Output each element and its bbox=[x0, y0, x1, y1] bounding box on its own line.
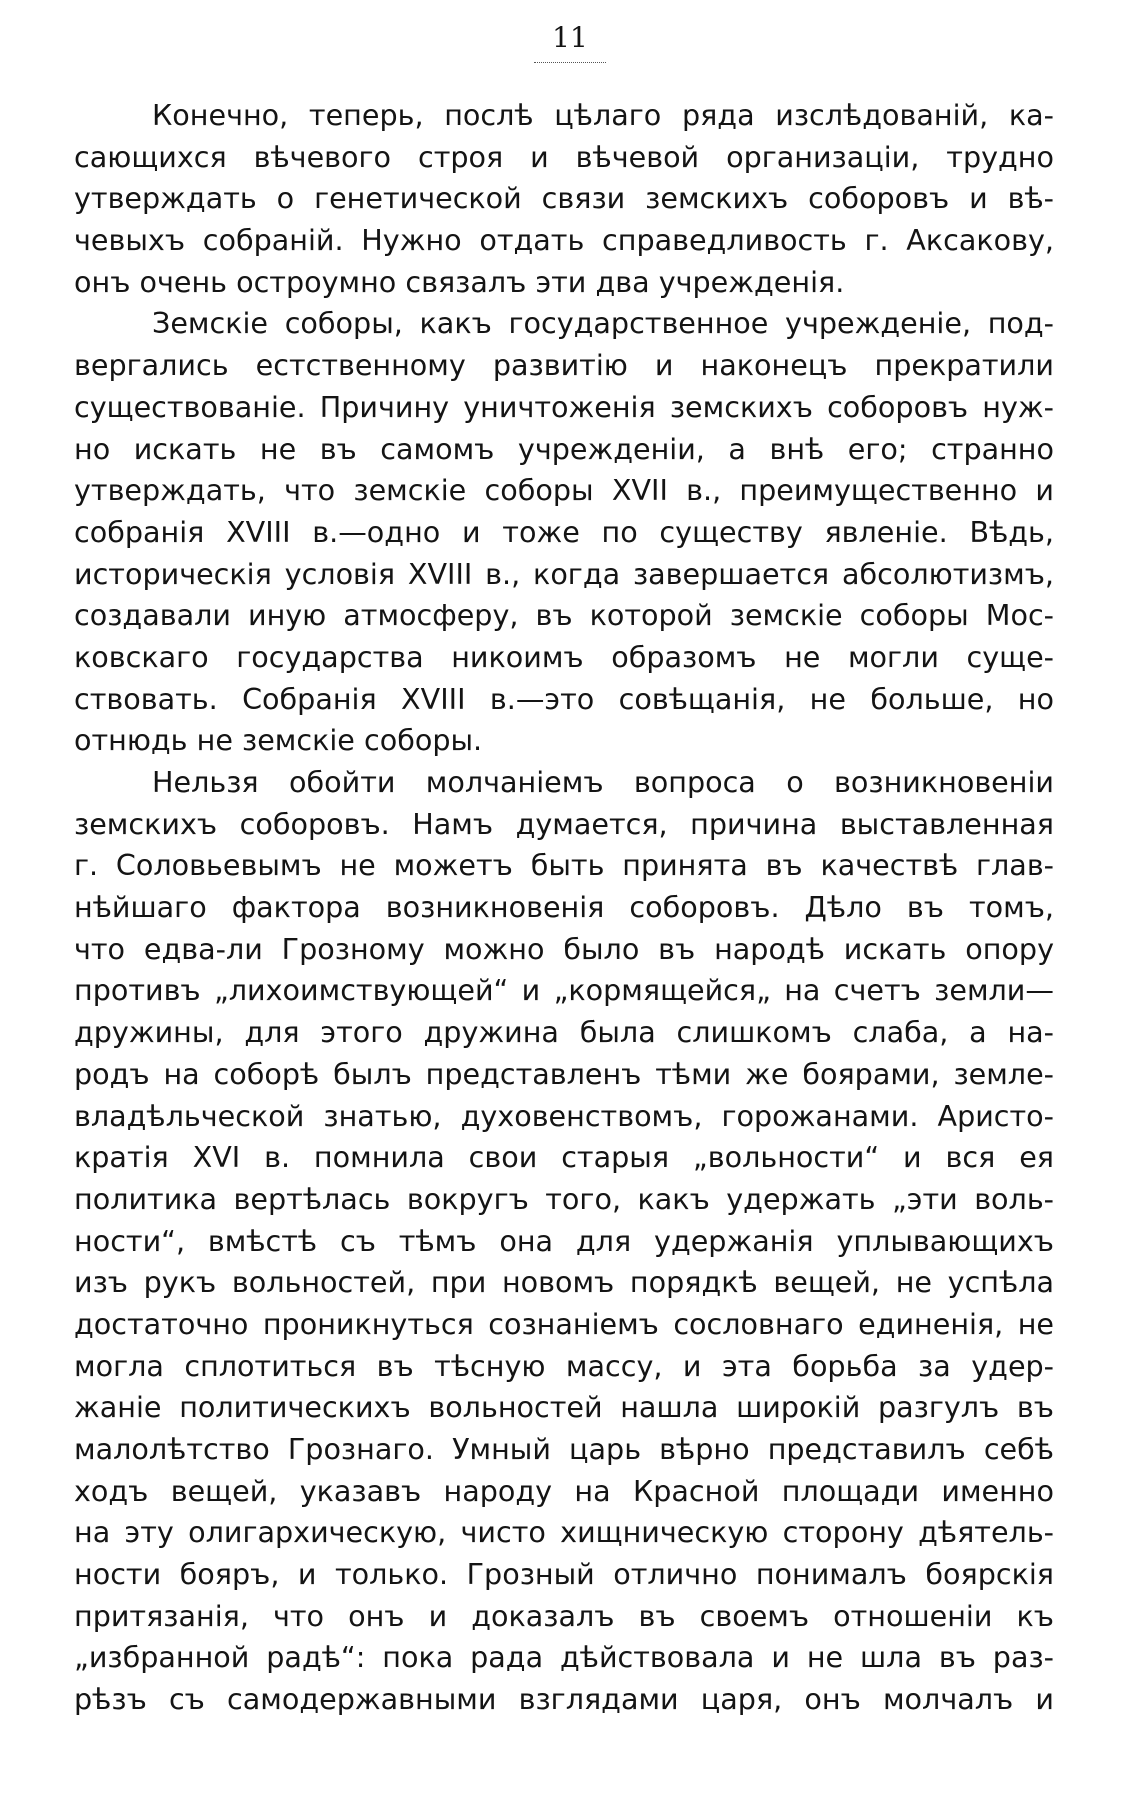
text-line: Земскіе соборы, какъ государственное учрежденіе, под- bbox=[152, 306, 1054, 341]
text-line: утверждать, что земскіе соборы XVII в., преимущественно и bbox=[74, 473, 1054, 508]
text-line: ности“, вмѣстѣ съ тѣмъ она для удержанія уплывающихъ bbox=[74, 1223, 1054, 1258]
text-line: жаніе политическихъ вольностей нашла широкій разгулъ въ bbox=[74, 1390, 1054, 1425]
text-line: достаточно проникнуться сознаніемъ сословнаго единенія, не bbox=[74, 1306, 1054, 1341]
text-line: вергались естственному развитію и наконецъ прекратили bbox=[74, 348, 1054, 383]
text-line: онъ очень остроумно связалъ эти два учрежденія. bbox=[74, 264, 845, 299]
text-line: родъ на соборѣ былъ представленъ тѣми же боярами, земле- bbox=[74, 1056, 1054, 1091]
text-line: могла сплотиться въ тѣсную массу, и эта борьба за удер- bbox=[74, 1348, 1054, 1383]
text-line: нѣйшаго фактора возникновенія соборовъ. Дѣло въ томъ, bbox=[74, 890, 1054, 925]
text-line: существованіе. Причину уничтоженія земскихъ соборовъ нуж- bbox=[74, 389, 1054, 424]
text-line: противъ „лихоимствующей“ и „кормящейся„ на счетъ земли— bbox=[74, 973, 1054, 1008]
text-line: создавали иную атмосферу, въ которой земскіе соборы Мос- bbox=[74, 598, 1054, 633]
text-line: ковскаго государства никоимъ образомъ не могли суще- bbox=[74, 639, 1054, 674]
text-line: дружины, для этого дружина была слишкомъ слаба, а на- bbox=[74, 1015, 1054, 1050]
text-line: что едва-ли Грозному можно было въ народѣ искать опору bbox=[74, 931, 1054, 966]
text-line: ствовать. Собранія XVIII в.—это совѣщанія, не больше, но bbox=[74, 681, 1054, 716]
text-line: историческія условія XVIII в., когда завершается абсолютизмъ, bbox=[74, 556, 1054, 591]
text-line: утверждать о генетической связи земскихъ соборовъ и вѣ- bbox=[74, 181, 1054, 216]
text-line: притязанія, что онъ и доказалъ въ своемъ отношеніи къ bbox=[74, 1598, 1054, 1633]
text-line: изъ рукъ вольностей, при новомъ порядкѣ вещей, не успѣла bbox=[74, 1265, 1054, 1300]
text-line: владѣльческой знатью, духовенствомъ, горожанами. Аристо- bbox=[74, 1098, 1054, 1133]
text-line: „избранной радѣ“: пока рада дѣйствовала и не шла въ раз- bbox=[74, 1640, 1054, 1675]
text-line: кратія XVI в. помнила свои старыя „вольности“ и вся ея bbox=[74, 1140, 1054, 1175]
paragraph-1 bbox=[74, 95, 1054, 303]
paragraph-3 bbox=[74, 762, 1054, 1721]
text-line: собранія XVIII в.—одно и тоже по существу явленіе. Вѣдь, bbox=[74, 514, 1054, 549]
text-line: сающихся вѣчевого строя и вѣчевой организаціи, трудно bbox=[74, 139, 1054, 174]
body-text bbox=[74, 95, 1054, 1721]
text-line: ности бояръ, и только. Грозный отлично понималъ боярскія bbox=[74, 1557, 1054, 1592]
page-number bbox=[0, 20, 1140, 63]
text-line: г. Соловьевымъ не можетъ быть принята въ качествѣ глав- bbox=[74, 848, 1054, 883]
text-line: Конечно, теперь, послѣ цѣлаго ряда изслѣдованій, ка- bbox=[152, 98, 1054, 132]
text-line: на эту олигархическую, чисто хищническую сторону дѣятель- bbox=[74, 1515, 1054, 1550]
text-line: чевыхъ собраній. Нужно отдать справедливость г. Аксакову, bbox=[74, 223, 1054, 258]
text-line: малолѣтство Грознаго. Умный царь вѣрно представилъ себѣ bbox=[74, 1432, 1054, 1466]
text-line: отнюдь не земскіе соборы. bbox=[74, 723, 483, 758]
text-line: политика вертѣлась вокругъ того, какъ удержать „эти воль- bbox=[74, 1181, 1054, 1216]
text-line: рѣзъ съ самодержавными взглядами царя, онъ молчалъ и bbox=[74, 1682, 1054, 1717]
text-line: ходъ вещей, указавъ народу на Красной площади именно bbox=[74, 1473, 1054, 1508]
paragraph-2 bbox=[74, 303, 1054, 762]
text-line: земскихъ соборовъ. Намъ думается, причина выставленная bbox=[74, 806, 1054, 841]
text-line: Нельзя обойти молчаніемъ вопроса о возникновеніи bbox=[152, 765, 1054, 799]
page-number-text: 11 bbox=[534, 20, 606, 63]
text-line: но искать не въ самомъ учрежденіи, а внѣ его; странно bbox=[74, 431, 1054, 466]
